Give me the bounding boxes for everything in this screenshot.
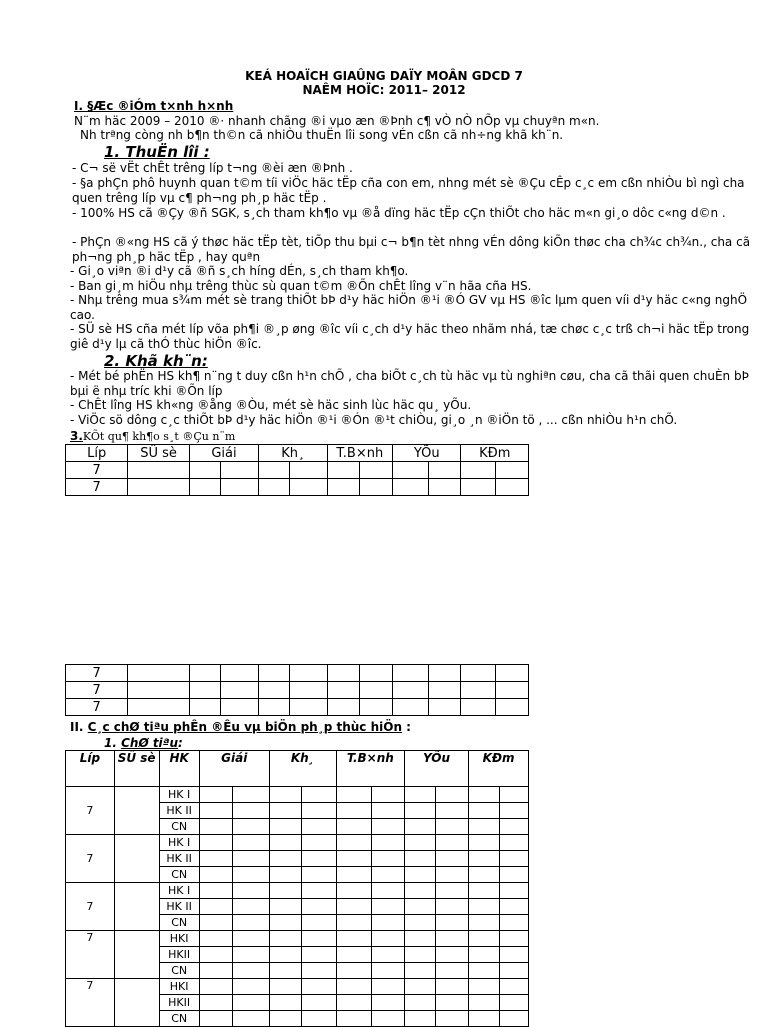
- difficulty-item: - ViÖc sö dông c¸c thiÕt bÞ d¹y häc hiÖn ®¹i ®Ón ®¹t chiÒu, gi¸o ¸n ®iÖn tö , ... cßn nhiÒu h¹n chÕ.: [70, 413, 678, 427]
- header-cell: HK: [159, 751, 199, 787]
- term-cell: HK I: [159, 835, 199, 851]
- school-year: NAÊM HOÏC: 2011– 2012: [302, 83, 466, 97]
- advantage-item: - 100% HS cã ®Çy ®ñ SGK, s¸ch tham kh¶o vµ ®å dïng häc tËp cÇn thiÕt cho häc m«n gi¸o dôc c«ng d©n .: [72, 206, 726, 220]
- header-cell: Kh¸: [269, 751, 336, 787]
- difficulties-heading-text: 2. Khã kh¨n:: [104, 352, 208, 370]
- targets-table: [65, 750, 529, 1027]
- class-cell: 7: [66, 883, 115, 931]
- term-cell: HK I: [159, 787, 199, 803]
- survey-table-continued: [65, 664, 529, 716]
- targets-heading: [104, 736, 183, 750]
- table-row: [66, 682, 529, 699]
- table-row: [66, 835, 529, 851]
- difficulty-item: - Mét bé phËn HS kh¶ n¨ng t duy cßn h¹n chÕ , cha biÕt c¸ch tù häc vµ tù nghiªn cøu, cha cã thãi quen chuÈn bÞ bµi ë nhµ tríc khi ®Õn líp: [70, 369, 749, 398]
- table-row: [66, 979, 529, 995]
- table-row: [66, 787, 529, 803]
- header-cell: T.B×nh: [336, 751, 404, 787]
- advantage-item: - Gi¸o viªn ®i d¹y cã ®ñ s¸ch híng dÉn, s¸ch tham kh¶o.: [70, 264, 409, 278]
- advantages-heading-text: 1. ThuËn lîi :: [104, 143, 210, 161]
- survey-results-number: 3.: [70, 429, 83, 443]
- advantage-item: - PhÇn ®«ng HS cã ý thøc häc tËp tèt, tiÕp thu bµi c¬ b¶n tèt nhng vÉn dông kiÕn thøc cha ch¾c ch¾n., cha cã ph¬ng ph¸p häc tËp , hay quªn: [72, 235, 751, 264]
- header-cell: YÕu: [393, 445, 461, 462]
- table-row: [66, 665, 529, 682]
- term-cell: CN: [159, 819, 199, 835]
- advantage-item: - Nhµ trêng mua s¾m mét sè trang thiÕt bÞ d¹y häc hiÖn ®¹i ®Ó GV vµ HS ®îc lµm quen víi d¹y häc c«ng nghÖ cao.: [70, 293, 748, 322]
- header-cell: KÐm: [469, 751, 529, 787]
- survey-table: [65, 444, 529, 496]
- section-1-intro: N¨m häc 2009 – 2010 ®· nhanh chãng ®i vµo æn ®Þnh c¶ vÒ nÒ nÕp vµ chuyªn m«n.: [74, 114, 600, 128]
- header-cell: T.B×nh: [327, 445, 392, 462]
- section-2-heading: [70, 720, 411, 734]
- term-cell: HK II: [159, 803, 199, 819]
- section-1-intro-2: Nh trªng còng nh b¶n th©n cã nhiÒu thuËn lîi song vÉn cßn cã nh÷ng khã kh¨n.: [80, 128, 564, 142]
- survey-results-label: [70, 429, 235, 443]
- term-cell: HK II: [159, 851, 199, 867]
- term-cell: HKII: [159, 995, 199, 1011]
- term-cell: CN: [159, 915, 199, 931]
- class-cell: 7: [66, 931, 115, 979]
- table-header-row: [66, 751, 529, 787]
- advantage-item: - §a phÇn phô huynh quan t©m tíi viÖc häc tËp cña con em, nhng mét sè ®Çu cÊp c¸c em cßn nhiÒu bì ngì cha quen trêng líp vµ c¶ ph¬ng ph¸p häc tËp .: [72, 176, 745, 205]
- term-cell: HKI: [159, 931, 199, 947]
- section-2-prefix: II.: [70, 720, 88, 734]
- class-cell: 7: [66, 682, 128, 699]
- term-cell: HK II: [159, 899, 199, 915]
- section-2-colon: :: [401, 720, 411, 734]
- term-cell: HKI: [159, 979, 199, 995]
- term-cell: HK I: [159, 883, 199, 899]
- advantages-heading: [104, 143, 210, 161]
- difficulties-heading: [104, 352, 208, 370]
- class-cell: 7: [66, 665, 128, 682]
- header-cell: YÕu: [404, 751, 468, 787]
- class-cell: 7: [66, 479, 128, 496]
- targets-number: 1.: [104, 736, 122, 750]
- term-cell: CN: [159, 867, 199, 883]
- advantage-item: - C¬ së vËt chÊt trêng líp t¬ng ®èi æn ®Þnh .: [72, 161, 353, 175]
- difficulty-item: - ChÊt lîng HS kh«ng ®ång ®Òu, mét sè häc sinh lùc häc qu¸ yÕu.: [70, 398, 472, 412]
- table-row: [66, 479, 529, 496]
- survey-results-text: KÕt qu¶ kh¶o s¸t ®Çu n¨m: [82, 430, 236, 443]
- class-cell: 7: [66, 835, 115, 883]
- targets-colon: :: [177, 736, 183, 750]
- table-row: [66, 931, 529, 947]
- advantage-item: - SÜ sè HS cña mét líp võa ph¶i ®¸p øng ®îc víi c¸ch d¹y häc theo nhãm nhá, tæ chøc c¸c trß ch¬i häc tËp trong giê d¹y lµ cã thÓ thùc hiÖn ®îc.: [70, 322, 750, 351]
- advantage-item: - Ban gi¸m hiÖu nhµ trêng thùc sù quan t©m ®Õn chÊt lîng v¨n hãa cña HS.: [70, 279, 532, 293]
- term-cell: HKII: [159, 947, 199, 963]
- section-1-heading: I. §Æc ®iÓm t×nh h×nh: [74, 99, 234, 113]
- class-cell: 7: [66, 699, 128, 716]
- header-cell: SÜ sè: [114, 751, 159, 787]
- term-cell: CN: [159, 1011, 199, 1027]
- header-cell: Líp: [66, 751, 115, 787]
- header-cell: KÐm: [461, 445, 529, 462]
- header-cell: Giái: [189, 445, 258, 462]
- header-cell: Kh¸: [259, 445, 327, 462]
- class-cell: 7: [66, 787, 115, 835]
- document-title: KEÁ HOAÏCH GIAÛNG DAÏY MOÂN GDCD 7: [245, 69, 523, 83]
- targets-label: ChØ tiªu: [121, 736, 178, 750]
- class-cell: 7: [66, 462, 128, 479]
- table-row: [66, 699, 529, 716]
- class-cell: 7: [66, 979, 115, 1027]
- table-row: [66, 462, 529, 479]
- section-2-title: C¸c chØ tiªu phÊn ®Êu vµ biÖn ph¸p thùc hiÖn: [87, 720, 402, 734]
- table-header-row: [66, 445, 529, 462]
- term-cell: CN: [159, 963, 199, 979]
- header-cell: Líp: [66, 445, 128, 462]
- table-row: [66, 883, 529, 899]
- header-cell: Giái: [199, 751, 269, 787]
- header-cell: SÜ sè: [128, 445, 189, 462]
